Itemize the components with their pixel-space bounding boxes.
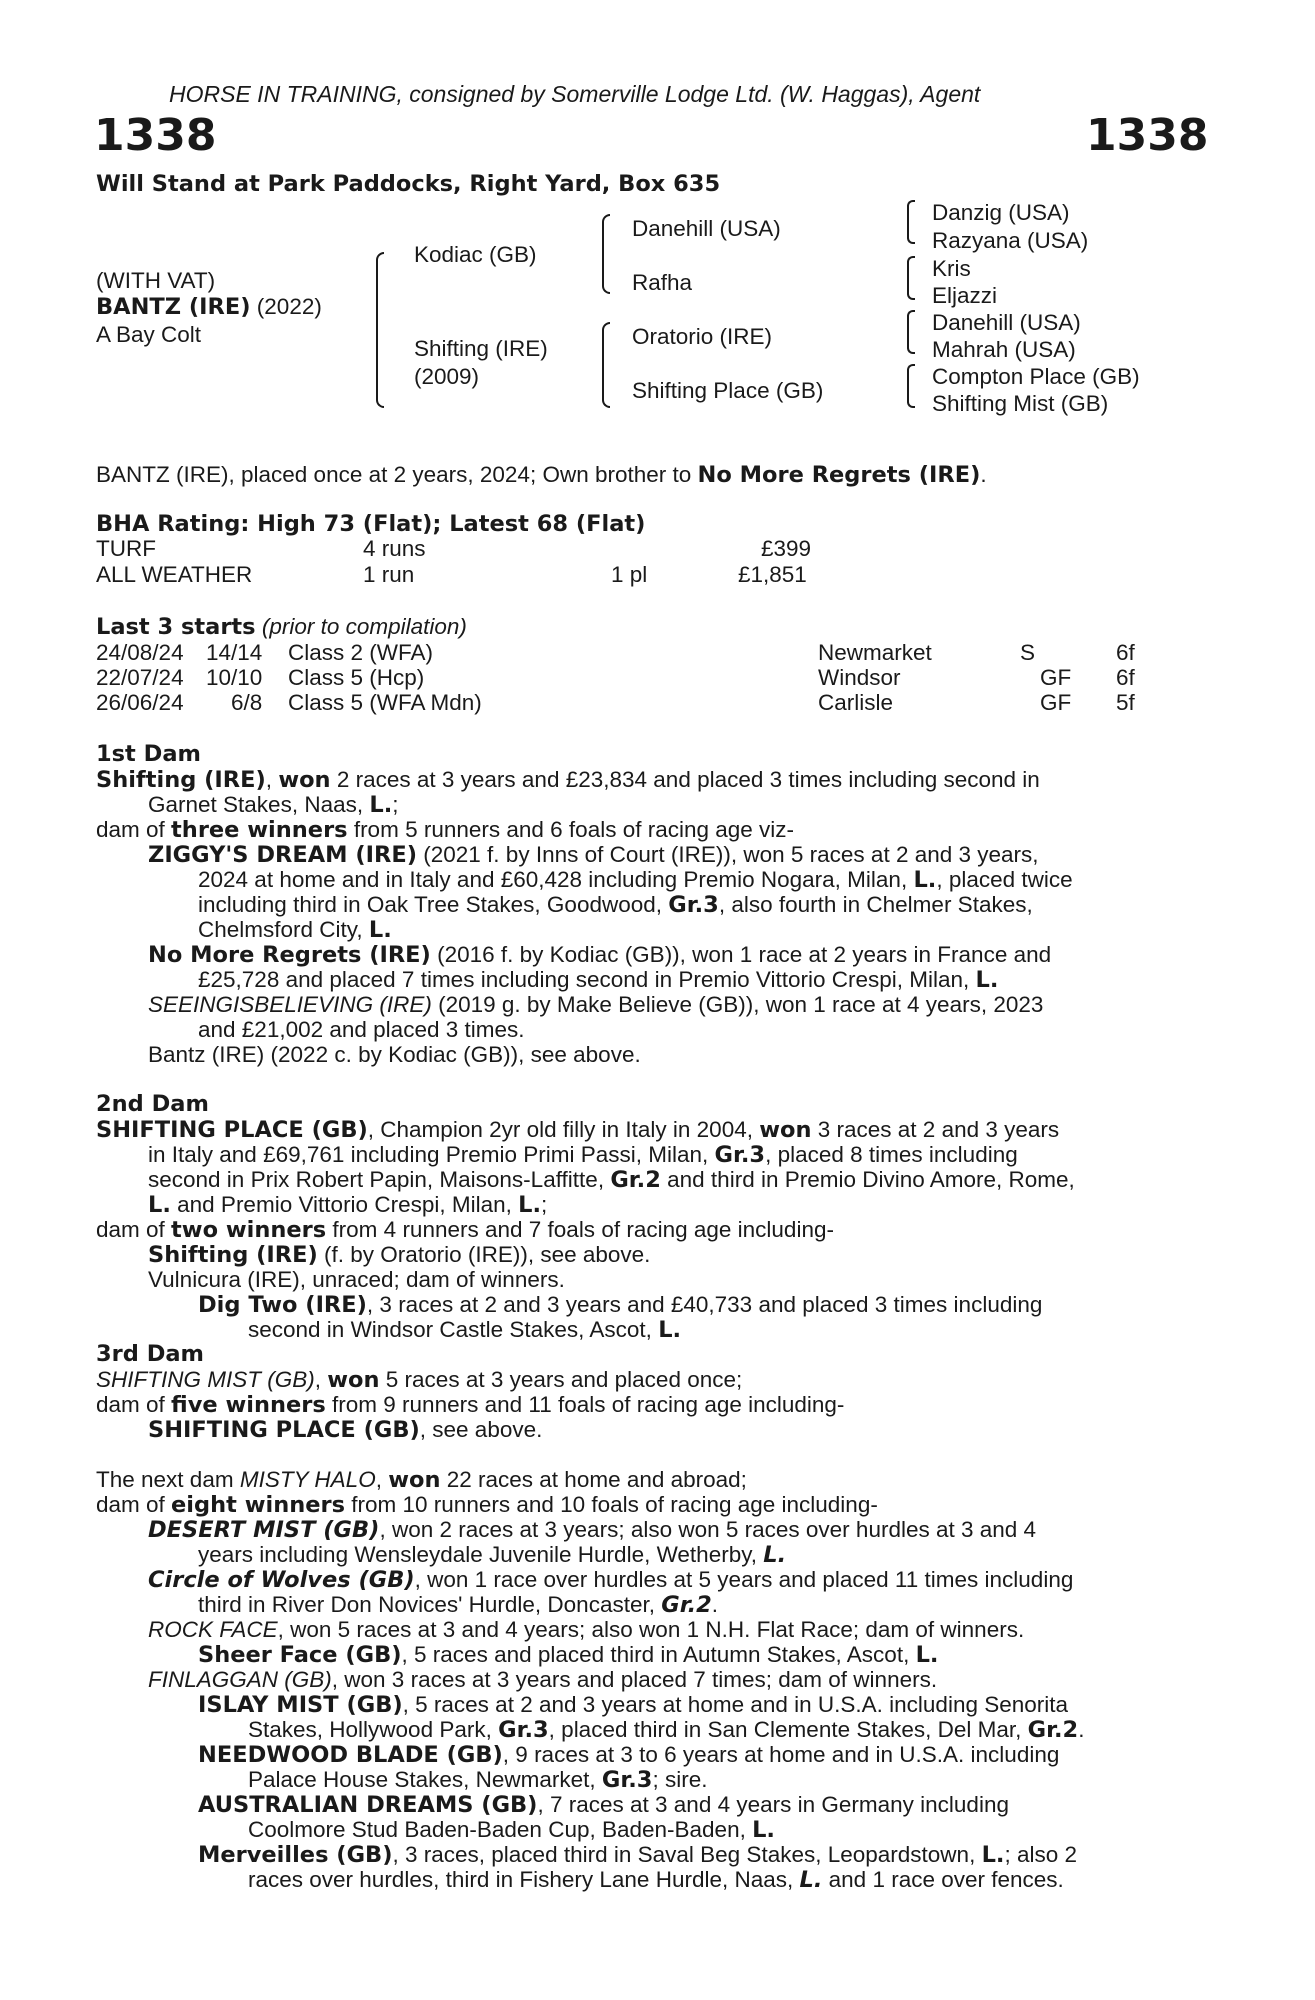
summary-line: [96, 462, 987, 489]
horse-year: (2022): [256, 294, 322, 319]
dam3-offspring-1: [148, 1417, 542, 1444]
start-3-pos: 6/8: [231, 690, 263, 715]
rating-turf-runs: 4 runs: [363, 536, 426, 561]
dam2-heading: 2nd Dam: [96, 1091, 209, 1117]
next-a-text1: , won 2 races at 3 years; also won 5 races over hurdles at 3 and 4: [379, 1517, 1037, 1542]
next-d2-text1: , 9 races at 3 to 6 years at home and in U.S.A. including: [502, 1742, 1060, 1767]
next-offspring-b-line2: third in River Don Novices' Hurdle, Doncaster, Gr.2.: [198, 1592, 719, 1618]
dam2-line1: [96, 1117, 1059, 1144]
start-2-dist: 6f: [1116, 665, 1135, 690]
start-1-class: Class 2 (WFA): [288, 640, 434, 665]
offspring-1-listed-2: L.: [368, 917, 392, 943]
start-2-course: Windsor: [818, 665, 901, 690]
start-2-class: Class 5 (Hcp): [288, 665, 425, 690]
next-dam-intro: The next dam: [96, 1467, 240, 1492]
next-offspring-d1-line1: [198, 1692, 1068, 1719]
dam1-line2: [148, 792, 399, 819]
next-circle-of-wolves: Circle of Wolves (GB): [148, 1567, 415, 1593]
next-offspring-d4-line2: [248, 1867, 1064, 1894]
next-d1-gr2: Gr.2: [1027, 1717, 1079, 1743]
last-starts-note: (prior to compilation): [261, 614, 467, 639]
next-c1-text: , 5 races and placed third in Autumn Stakes, Ascot,: [401, 1642, 916, 1667]
offspring-ziggys-dream: ZIGGY'S DREAM (IRE): [148, 842, 417, 868]
dam3-winners: five winners: [171, 1392, 326, 1418]
horse-name: BANTZ (IRE): [96, 294, 251, 320]
dam2-won: won: [759, 1117, 812, 1143]
next-d2-group: Gr.3: [601, 1767, 653, 1793]
rating-title: BHA Rating: High 73 (Flat); Latest 68 (Flat): [96, 511, 646, 537]
dam2-grandoffspring-text2: second in Windsor Castle Stakes, Ascot,: [248, 1317, 659, 1342]
next-d4-text1: , 3 races, placed third in Saval Beg Stakes, Leopardstown,: [392, 1842, 982, 1867]
next-offspring-d2-line2: [248, 1767, 707, 1794]
offspring-2-text1: (2016 f. by Kodiac (GB)), won 1 race at 2 years in France and: [430, 942, 1052, 967]
brace-gg1: [907, 200, 915, 244]
start-1-going: S: [1020, 640, 1036, 665]
next-d2-text2b: ; sire.: [652, 1767, 708, 1792]
next-d4-text1b: ; also 2: [1004, 1842, 1078, 1867]
dam1-text2: Garnet Stakes, Naas,: [148, 792, 370, 817]
offspring-seeingisbelieving: SEEINGISBELIEVING (IRE): [148, 992, 432, 1017]
offspring-1-text3b: , also fourth in Chelmer Stakes,: [718, 892, 1033, 917]
start-3-dist: 5f: [1116, 690, 1135, 715]
dam1-offspring-1-line4: [198, 917, 392, 944]
next-d4-text2: races over hurdles, third in Fishery Lane Hurdle, Naas,: [248, 1867, 800, 1892]
dam2-line2: [148, 1142, 1018, 1169]
dam1-won: won: [278, 767, 331, 793]
next-offspring-c1: [198, 1642, 938, 1669]
brace-gg3: [907, 310, 915, 354]
pedigree-ggp-3: Kris: [932, 256, 971, 281]
dam3-text1: 5 races at 3 years and placed once;: [379, 1367, 743, 1392]
dam1-offspring-3-line2: and £21,002 and placed 3 times.: [198, 1017, 525, 1042]
next-offspring-a-line1: [148, 1517, 1036, 1544]
dam3-offspring-text: , see above.: [419, 1417, 543, 1442]
next-sheer-face: Sheer Face (GB): [198, 1642, 402, 1668]
next-a-listed: L.: [763, 1542, 787, 1568]
dam3-name: SHIFTING MIST (GB): [96, 1367, 315, 1392]
pedigree-ggp-2: Razyana (USA): [932, 228, 1089, 253]
dam3-line1: SHIFTING MIST (GB), won 5 races at 3 years and placed once;: [96, 1367, 743, 1393]
dam2-grandoffspring-line1: [198, 1292, 1042, 1319]
dam2-text4: and Premio Vittorio Crespi, Milan,: [170, 1192, 519, 1217]
next-d1-gr3: Gr.3: [498, 1717, 549, 1743]
dam2-line4: L. and Premio Vittorio Crespi, Milan, L.;: [148, 1192, 548, 1218]
next-australian-dreams: AUSTRALIAN DREAMS (GB): [198, 1792, 538, 1818]
next-b-group: Gr.2: [661, 1592, 712, 1618]
dam2-offspring-shifting: Shifting (IRE): [148, 1242, 318, 1268]
next-b-text2: third in River Don Novices' Hurdle, Doncaster,: [198, 1592, 662, 1617]
next-d4-listed: L.: [981, 1842, 1005, 1868]
dam1-text1: 2 races at 3 years and £23,834 and placed 3 times including second in: [330, 767, 1040, 792]
start-2-pos: 10/10: [206, 665, 263, 690]
consignor-line: HORSE IN TRAINING, consigned by Somerville Lodge Ltd. (W. Haggas), Agent: [169, 81, 981, 107]
rating-turf-prize: £399: [761, 536, 812, 561]
dam3-damof-label: dam of: [96, 1392, 172, 1417]
dam1-damof-rest: from 5 runners and 6 foals of racing age viz-: [347, 817, 795, 842]
next-d3-text2: Coolmore Stud Baden-Baden Cup, Baden-Baden,: [248, 1817, 753, 1842]
next-desert-mist: DESERT MIST (GB): [148, 1517, 380, 1543]
start-3-date: 26/06/24: [96, 690, 184, 715]
pedigree-ggp-6: Mahrah (USA): [932, 337, 1076, 362]
dam1-semi: ;: [392, 792, 399, 817]
offspring-2-text2: £25,728 and placed 7 times including second in Premio Vittorio Crespi, Milan,: [198, 967, 976, 992]
offspring-1-text2: 2024 at home and in Italy and £60,428 including Premio Nogara, Milan,: [198, 867, 914, 892]
brace-parents: [376, 252, 384, 408]
next-d-text: , won 3 races at 3 years and placed 7 times; dam of winners.: [331, 1667, 938, 1692]
dam1-offspring-1-line1: [148, 842, 1039, 869]
summary-text: BANTZ (IRE), placed once at 2 years, 2024; Own brother to: [96, 462, 698, 487]
start-1-dist: 6f: [1116, 640, 1135, 665]
next-d4-listed-2: L.: [799, 1867, 823, 1893]
dam2-text3b: and third in Premio Divino Amore, Rome,: [660, 1167, 1075, 1192]
start-3-course: Carlisle: [818, 690, 894, 715]
last-starts-title-line: [96, 614, 467, 641]
next-c1-listed: L.: [915, 1642, 939, 1668]
next-d3-text1: , 7 races at 3 and 4 years in Germany including: [537, 1792, 1009, 1817]
next-c-text: , won 5 races at 3 and 4 years; also won 1 N.H. Flat Race; dam of winners.: [277, 1617, 1025, 1642]
offspring-1-group: Gr.3: [668, 892, 719, 918]
offspring-1-text4: Chelmsford City,: [198, 917, 369, 942]
dam2-offspring-1: [148, 1242, 650, 1269]
offspring-1-text3: including third in Oak Tree Stakes, Goodwood,: [198, 892, 669, 917]
dam2-damof-label: dam of: [96, 1217, 172, 1242]
next-damof-rest: from 10 runners and 10 foals of racing age including-: [345, 1492, 878, 1517]
next-offspring-c: [148, 1617, 1024, 1643]
rating-aw-placed: 1 pl: [611, 562, 648, 587]
offspring-3-text1: (2019 g. by Make Believe (GB)), won 1 race at 4 years, 2023: [431, 992, 1044, 1017]
offspring-1-text2b: , placed twice: [936, 867, 1073, 892]
dam1-offspring-4: Bantz (IRE) (2022 c. by Kodiac (GB)), see above.: [148, 1042, 641, 1067]
next-islay-mist: ISLAY MIST (GB): [198, 1692, 403, 1718]
dam2-grandoffspring-line2: [248, 1317, 681, 1344]
pedigree-sire: Kodiac (GB): [414, 242, 537, 267]
next-rock-face: ROCK FACE: [148, 1617, 278, 1642]
dam3-heading: 3rd Dam: [96, 1341, 204, 1367]
next-d3-listed: L.: [752, 1817, 775, 1843]
brace-gg2: [907, 256, 915, 300]
last-starts-title: Last 3 starts: [96, 614, 256, 640]
next-offspring-a-line2: [198, 1542, 786, 1569]
vat-label: (WITH VAT): [96, 268, 216, 293]
dam1-listed: L.: [369, 792, 393, 818]
next-offspring-d1-line2: Stakes, Hollywood Park, Gr.3, placed third in San Clemente Stakes, Del Mar, Gr.2.: [248, 1717, 1085, 1743]
dam1-winners: three winners: [171, 817, 348, 843]
next-dam-damof: [96, 1492, 878, 1519]
offspring-1-listed: L.: [913, 867, 937, 893]
next-d1-text2b: , placed third in San Clemente Stakes, Del Mar,: [548, 1717, 1028, 1742]
horse-name-line: [96, 294, 322, 321]
next-b-text1: , won 1 race over hurdles at 5 years and placed 11 times including: [414, 1567, 1074, 1592]
pedigree-dam-year: (2009): [414, 364, 480, 389]
next-offspring-d2-line1: [198, 1742, 1059, 1769]
pedigree-grandsire-1: Danehill (USA): [632, 216, 781, 241]
dam2-winners: two winners: [171, 1217, 327, 1243]
pedigree-ggp-7: Compton Place (GB): [932, 364, 1140, 389]
next-dam-text1: 22 races at home and abroad;: [440, 1467, 747, 1492]
dam2-damof: [96, 1217, 834, 1244]
start-3-class: Class 5 (WFA Mdn): [288, 690, 482, 715]
lot-number-left: 1338: [94, 110, 217, 161]
pedigree-grandsire-2: Oratorio (IRE): [632, 324, 773, 349]
dam2-text1: , Champion 2yr old filly in Italy in 2004,: [367, 1117, 760, 1142]
dam2-grandoffspring-text1: , 3 races at 2 and 3 years and £40,733 and placed 3 times including: [366, 1292, 1043, 1317]
next-merveilles: Merveilles (GB): [198, 1842, 393, 1868]
next-d2-text2: Palace House Stakes, Newmarket,: [248, 1767, 602, 1792]
dam2-listed: L.: [148, 1192, 171, 1218]
pedigree-ggp-5: Danehill (USA): [932, 310, 1081, 335]
dam1-name: Shifting (IRE): [96, 767, 266, 793]
next-winners: eight winners: [171, 1492, 346, 1518]
dam2-text2b: , placed 8 times including: [765, 1142, 1018, 1167]
dam2-offspring-2: Vulnicura (IRE), unraced; dam of winners.: [148, 1267, 565, 1292]
pedigree-granddam-2: Shifting Place (GB): [632, 378, 824, 403]
dam1-line1: Shifting (IRE), won 2 races at 3 years and £23,834 and placed 3 times including second in: [96, 767, 1040, 793]
summary-brother: No More Regrets (IRE): [697, 462, 981, 488]
brace-gg4: [907, 364, 915, 408]
dam2-text3: second in Prix Robert Papin, Maisons-Laffitte,: [148, 1167, 611, 1192]
pedigree-granddam-1: Rafha: [632, 270, 693, 295]
brace-sire: [602, 214, 610, 294]
offspring-2-listed: L.: [975, 967, 999, 993]
next-needwood-blade: NEEDWOOD BLADE (GB): [198, 1742, 503, 1768]
dam3-offspring-shifting-place: SHIFTING PLACE (GB): [148, 1417, 420, 1443]
next-offspring-d: [148, 1667, 937, 1693]
dam3-won: won: [327, 1367, 380, 1393]
dam2-gr2: Gr.2: [610, 1167, 661, 1193]
rating-aw-prize: £1,851: [738, 562, 807, 587]
summary-end: .: [980, 462, 987, 487]
dam2-text2: in Italy and £69,761 including Premio Primi Passi, Milan,: [148, 1142, 715, 1167]
start-1-course: Newmarket: [818, 640, 932, 665]
dam2-gr3: Gr.3: [714, 1142, 766, 1168]
dam2-grandoffspring-listed: L.: [658, 1317, 682, 1343]
start-1-date: 24/08/24: [96, 640, 184, 665]
pedigree-ggp-1: Danzig (USA): [932, 200, 1070, 225]
next-damof-label: dam of: [96, 1492, 172, 1517]
rating-turf-surface: TURF: [96, 536, 156, 561]
horse-description: A Bay Colt: [96, 322, 202, 347]
next-offspring-d3-line1: [198, 1792, 1009, 1819]
dam2-damof-rest: from 4 runners and 7 foals of racing age including-: [326, 1217, 834, 1242]
dam2-name: SHIFTING PLACE (GB): [96, 1117, 368, 1143]
start-2-going: GF: [1040, 665, 1072, 690]
dam1-heading: 1st Dam: [96, 741, 201, 767]
next-dam-won: won: [388, 1467, 441, 1493]
dam2-listed-2: L.: [518, 1192, 542, 1218]
next-offspring-d3-line2: [248, 1817, 775, 1844]
brace-dam: [602, 322, 610, 408]
start-3-going: GF: [1040, 690, 1072, 715]
next-d1-text2: Stakes, Hollywood Park,: [248, 1717, 499, 1742]
next-offspring-b-line1: [148, 1567, 1073, 1594]
next-finlaggan: FINLAGGAN (GB): [148, 1667, 332, 1692]
start-1-pos: 14/14: [206, 640, 263, 665]
rating-aw-runs: 1 run: [363, 562, 415, 587]
dam3-damof: [96, 1392, 844, 1419]
next-dam-line1: The next dam MISTY HALO, won 22 races at home and abroad;: [96, 1467, 747, 1493]
dam1-offspring-3-line1: [148, 992, 1043, 1018]
pedigree-ggp-4: Eljazzi: [932, 283, 998, 308]
start-2-date: 22/07/24: [96, 665, 184, 690]
dam1-offspring-2-line2: [198, 967, 998, 994]
lot-number-right: 1338: [1086, 110, 1209, 161]
dam2-line3: [148, 1167, 1075, 1194]
offspring-no-more-regrets: No More Regrets (IRE): [148, 942, 431, 968]
dam2-text1b: 3 races at 2 and 3 years: [811, 1117, 1060, 1142]
next-d1-text1: , 5 races at 2 and 3 years at home and in U.S.A. including Senorita: [402, 1692, 1069, 1717]
offspring-1-text1: (2021 f. by Inns of Court (IRE)), won 5 races at 2 and 3 years,: [417, 842, 1039, 867]
dam3-damof-rest: from 9 runners and 11 foals of racing age including-: [325, 1392, 845, 1417]
dam1-offspring-2-line1: [148, 942, 1051, 969]
next-offspring-d4-line1: [198, 1842, 1077, 1869]
dam1-offspring-1-line2: [198, 867, 1073, 894]
pedigree-dam: Shifting (IRE): [414, 336, 548, 361]
rating-aw-surface: ALL WEATHER: [96, 562, 253, 587]
next-d4-text2b: and 1 race over fences.: [822, 1867, 1064, 1892]
dam2-dig-two: Dig Two (IRE): [198, 1292, 367, 1318]
dam1-damof: [96, 817, 794, 844]
dam1-offspring-1-line3: [198, 892, 1033, 919]
dam2-offspring-1-text: (f. by Oratorio (IRE)), see above.: [317, 1242, 651, 1267]
next-dam-name: MISTY HALO: [239, 1467, 376, 1492]
pedigree-ggp-8: Shifting Mist (GB): [932, 391, 1109, 416]
location-line: Will Stand at Park Paddocks, Right Yard, Box 635: [96, 171, 721, 197]
dam1-damof-label: dam of: [96, 817, 172, 842]
next-a-text2: years including Wensleydale Juvenile Hurdle, Wetherby,: [198, 1542, 764, 1567]
